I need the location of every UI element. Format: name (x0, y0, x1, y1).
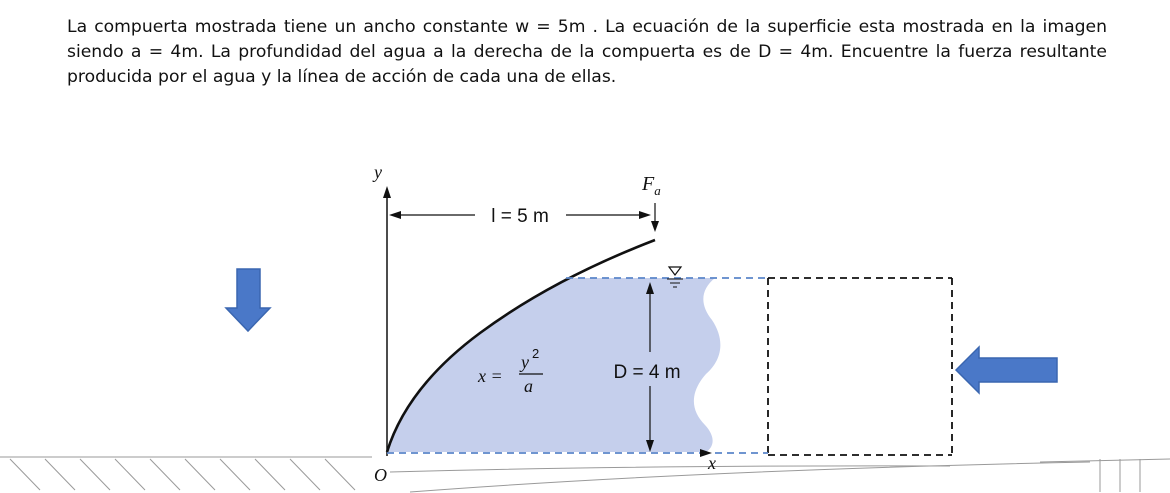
left-arrow-icon (956, 347, 1057, 393)
force-label: $F_a$ (642, 173, 661, 198)
force-fa-arrowhead (651, 221, 659, 232)
equation-exponent: 2 (532, 346, 540, 361)
equation-lhs: x = (478, 366, 503, 386)
y-axis-label: y (374, 162, 382, 182)
length-label: l = 5 m (491, 206, 549, 227)
ground-hatching (0, 457, 1170, 492)
problem-statement: La compuerta mostrada tiene un ancho constante w = 5m . La ecuación de la superficie esta mostrada en la imagen siendo a = 4m. La profundidad del agua a la derecha de la compuerta es de D = 4m. Encuentre la fuerza resultante producida por el agua y la línea de acción de cada una de ellas. (67, 17, 1107, 87)
y-axis-arrowhead (383, 186, 391, 198)
depth-label: D = 4 m (613, 362, 681, 383)
equation-numerator: y (521, 352, 529, 372)
x-axis-label: x (708, 453, 716, 473)
dashed-rectangle (768, 278, 952, 455)
equation-denominator: a (524, 376, 533, 396)
down-arrow-icon (226, 269, 270, 331)
origin-label: O (374, 465, 387, 485)
